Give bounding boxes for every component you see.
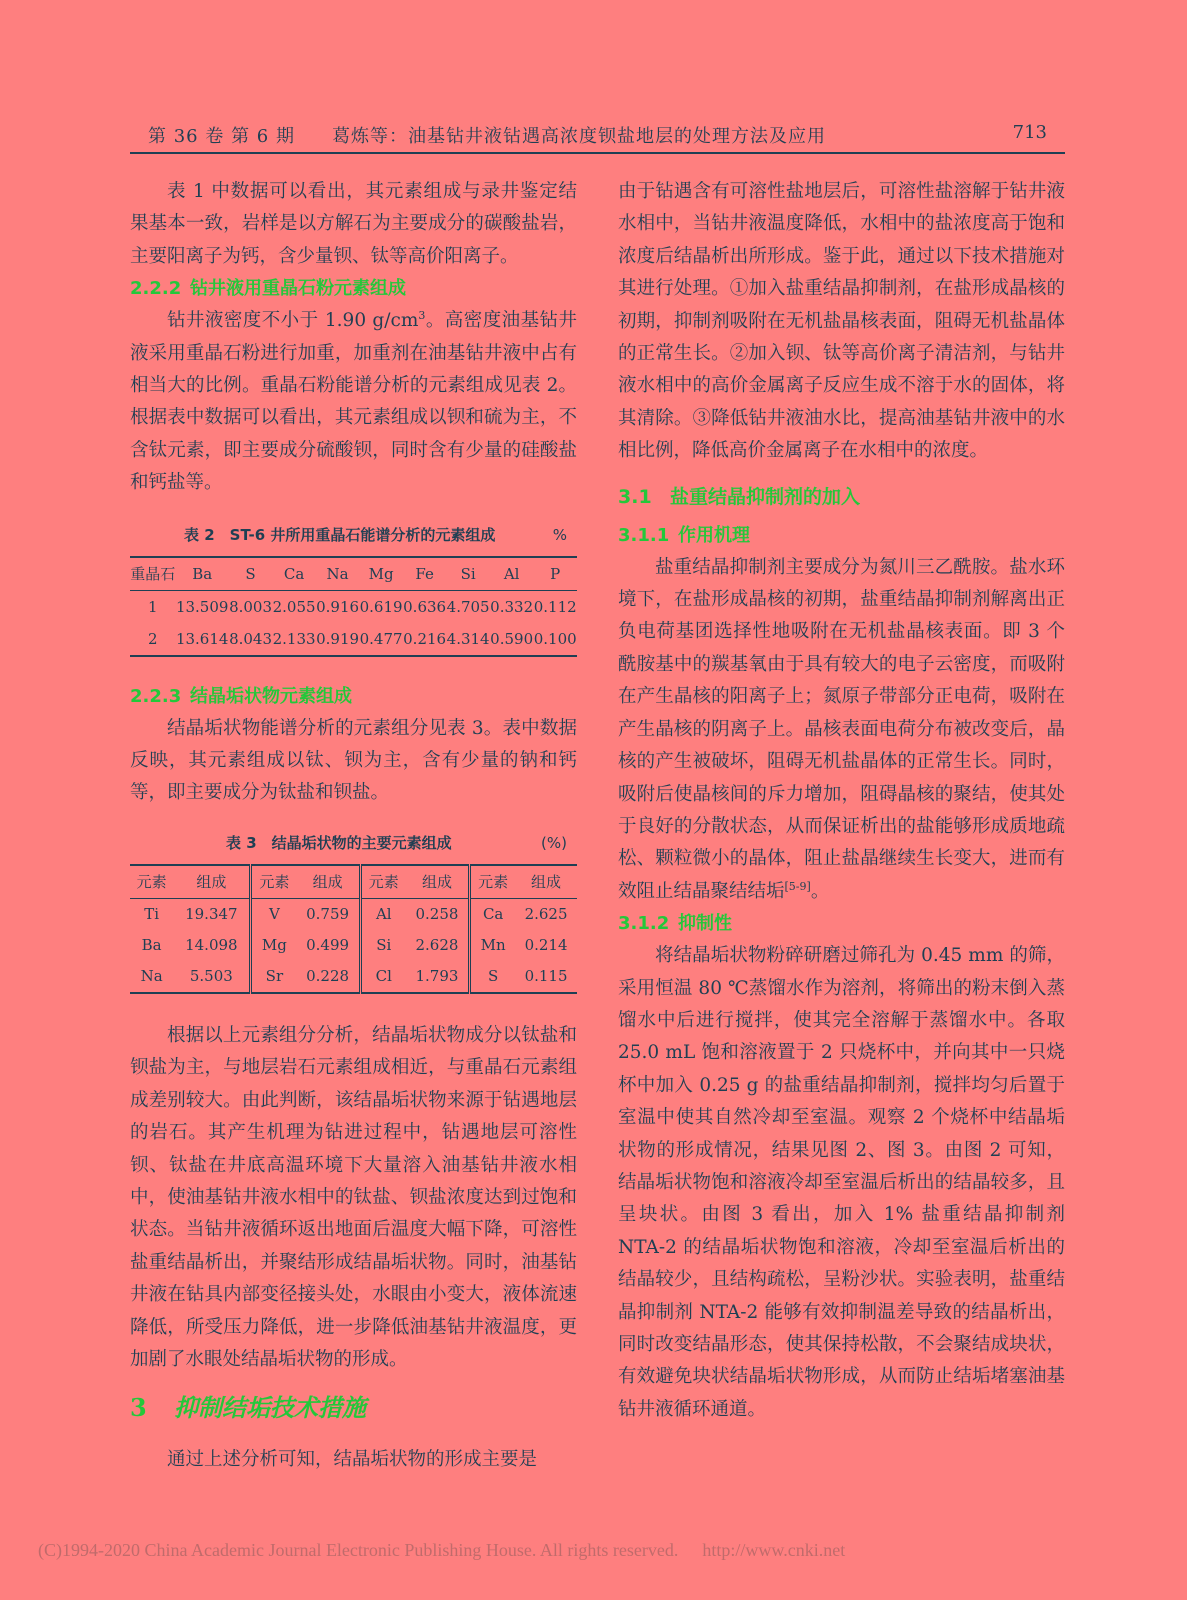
caption-unit: (%) bbox=[541, 833, 567, 852]
table-row bbox=[130, 623, 577, 656]
section-heading-3-1 bbox=[618, 480, 1065, 514]
left-column bbox=[130, 176, 577, 1477]
paragraph: 根据以上元素组分分析，结晶垢状物成分以钛盐和钡盐为主，与地层岩石元素组成相近，与重晶石元素组成差别较大。由此判断，该结晶垢状物来源于钻遇地层的岩石。其产生机理为钻进过程中，钻遇地层可溶性钡、钛盐在井底高温环境下大量溶入油基钻井液水相中，使油基钻井液水相中的钛盐、钡盐浓度达到过饱和状态。当钻井液循环返出地面后温度大幅下降，可溶性盐重结晶析出，并聚结形成结晶垢状物。同时，油基钻井液在钻具内部变径接头处，水眼由小变大，液体流速降低，所受压力降低，进一步降低油基钻井液温度，更加剧了水眼处结晶垢状物的形成。 bbox=[130, 1024, 577, 1370]
col-header: Al bbox=[490, 557, 534, 591]
table-cell: V bbox=[251, 898, 296, 930]
col-header: Ca bbox=[272, 557, 316, 591]
paragraph: 由于钻遇含有可溶性盐地层后，可溶性盐溶解于钻井液水相中，当钻井液温度降低，水相中的盐浓度高于饱和浓度后结晶析出所形成。鉴于此，通过以下技术措施对其进行处理。①加入盐重结晶抑制剂，在盐形成晶核的初期，抑制剂吸附在无机盐晶核表面，阻碍无机盐晶体的正常生长。②加入钡、钛等高价离子清洁剂，与钻井液水相中的高价金属离子反应生成不溶于水的固体，将其清除。③降低钻井液油水比，提高油基钻井液中的水相比例，降低高价金属离子在水相中的浓度。 bbox=[618, 181, 1065, 462]
col-header: 组成 bbox=[173, 865, 251, 899]
section-heading-3 bbox=[130, 1390, 577, 1426]
table-cell: 0.477 bbox=[359, 629, 403, 648]
paragraph: 表 1 中数据可以看出，其元素组成与录井鉴定结果基本一致，岩样是以方解石为主要成分的碳酸盐岩，主要阳离子为钙，含少量钡、钛等高价阳离子。 bbox=[130, 181, 577, 267]
table-row bbox=[130, 590, 577, 623]
right-column bbox=[618, 176, 1065, 1426]
table-cell: 1.793 bbox=[415, 967, 459, 986]
table-cell: 0.115 bbox=[524, 967, 568, 986]
table-cell: 0.332 bbox=[490, 597, 534, 616]
col-header: Si bbox=[446, 557, 490, 591]
table-row bbox=[130, 898, 577, 930]
section-number: 3.1 bbox=[618, 485, 652, 508]
paragraph bbox=[130, 305, 577, 499]
col-header: 组成 bbox=[515, 865, 577, 899]
text: 盐重结晶抑制剂主要成分为氮川三乙酰胺。盐水环境下，在盐形成晶核的初期，盐重结晶抑制剂解离出正负电荷基团选择性地吸附在无机盐晶核表面。即 3 个酰胺基中的羰基氧由于具有较大的电子云密度，而吸附在产生晶核的阳离子上；氮原子带部分正电荷，吸附在产生晶核的阴离子上。晶核表面电荷分布被改变后，晶核的产生被破坏，阻碍无机盐晶体的正常生长。同时，吸附后使晶核间的斥力增加，阻碍晶核的聚结，使其处于良好的分散状态，从而保证析出的盐能够形成质地疏松、颗粒微小的晶体，阻止盐晶继续生长变大，进而有效阻止结晶聚结结垢 bbox=[618, 556, 1065, 902]
col-header: Ba bbox=[176, 557, 229, 591]
table-3-caption bbox=[130, 830, 577, 856]
table-cell: 8.043 bbox=[229, 629, 273, 648]
table-row bbox=[130, 961, 577, 993]
table-cell: 8.003 bbox=[229, 597, 273, 616]
table-cell: 14.098 bbox=[185, 936, 238, 955]
table-cell: 0.919 bbox=[316, 629, 360, 648]
caption-text: 表 3 结晶垢状物的主要元素组成 bbox=[226, 833, 452, 852]
copyright-footer bbox=[38, 1540, 845, 1561]
table-cell: Si bbox=[360, 930, 405, 961]
col-header: 组成 bbox=[296, 865, 360, 899]
col-header: Na bbox=[316, 557, 360, 591]
table-cell: 0.590 bbox=[490, 629, 534, 648]
table-cell: 19.347 bbox=[185, 905, 238, 924]
table-cell: 0.759 bbox=[306, 905, 350, 924]
table-cell: 2 bbox=[148, 629, 158, 648]
col-header: 元素 bbox=[251, 865, 296, 899]
table-cell: Cl bbox=[360, 961, 405, 993]
section-title: 抑制结垢技术措施 bbox=[174, 1393, 366, 1423]
table-cell: 2.628 bbox=[415, 936, 459, 955]
paragraph: 将结晶垢状物粉碎研磨过筛孔为 0.45 mm 的筛，采用恒温 80 ℃蒸馏水作为溶剂，将筛出的粉末倒入蒸馏水中后进行搅拌，使其完全溶解于蒸馏水中。各取 25.0 mL 饱和溶液置于 2 只烧杯中，并向其中一只烧杯中加入 0.25 g 的盐重结晶抑制剂，搅拌均匀后置于室温中使其自然冷却至室温。观察 2 个烧杯中结晶垢状物的形成情况，结果见图 2、图 3。由图 2 可知，结晶垢状物饱和溶液冷却至室温后析出的结晶较多，且呈块状。由图 3 看出，加入 1% 盐重结晶抑制剂 NTA-2 的结晶垢状物饱和溶液，冷却至室温后析出的结晶较少，且结构疏松，呈粉沙状。实验表明，盐重结晶抑制剂 NTA-2 能够有效抑制温差导致的结晶析出，同时改变结晶形态，使其保持松散，不会聚结成块状，有效避免块状结晶垢状物形成，从而防止结垢堵塞油基钻井液循环通道。 bbox=[618, 945, 1065, 1420]
col-header: S bbox=[229, 557, 273, 591]
citation-ref: [5-9] bbox=[784, 879, 811, 893]
superscript: 3 bbox=[418, 309, 426, 323]
table-cell: 0.112 bbox=[533, 597, 577, 616]
table-cell: 5.503 bbox=[189, 967, 233, 986]
table-cell: 2.055 bbox=[272, 597, 316, 616]
table-cell: Ca bbox=[470, 898, 515, 930]
table-header-row bbox=[130, 865, 577, 899]
table-cell: 4.705 bbox=[446, 597, 490, 616]
section-number: 3.1.1 bbox=[618, 524, 670, 546]
section-number: 3.1.2 bbox=[618, 913, 670, 935]
subsection-heading-3-1-1 bbox=[618, 520, 1065, 552]
section-number: 3 bbox=[130, 1393, 147, 1423]
caption-text: 表 2 ST-6 井所用重晶石能谱分析的元素组成 bbox=[184, 525, 496, 544]
table-cell: 2.625 bbox=[524, 905, 568, 924]
table-cell: 0.216 bbox=[403, 629, 447, 648]
table-cell: 0.636 bbox=[403, 597, 447, 616]
paragraph bbox=[618, 552, 1065, 908]
text: 钻井液密度不小于 1.90 g/cm bbox=[167, 310, 419, 332]
table-3 bbox=[130, 864, 577, 994]
col-header: P bbox=[533, 557, 577, 591]
table-cell: 13.509 bbox=[175, 597, 229, 616]
table-cell: Ti bbox=[144, 905, 160, 924]
section-number: 2.2.3 bbox=[130, 685, 182, 707]
subsection-heading-2-2-2 bbox=[130, 273, 577, 305]
journal-issue: 第 36 卷 第 6 期 bbox=[148, 126, 295, 147]
table-2-caption bbox=[130, 522, 577, 548]
section-title: 抑制性 bbox=[678, 913, 732, 935]
table-2 bbox=[130, 556, 577, 657]
caption-unit: % bbox=[552, 525, 567, 544]
table-cell: 0.619 bbox=[359, 597, 403, 616]
table-cell: 0.100 bbox=[533, 629, 577, 648]
subsection-heading-2-2-3 bbox=[130, 681, 577, 713]
section-title: 作用机理 bbox=[678, 524, 750, 546]
table-cell: 0.916 bbox=[316, 597, 360, 616]
table-cell: 13.614 bbox=[175, 629, 229, 648]
col-header: Fe bbox=[403, 557, 447, 591]
table-cell: 1 bbox=[148, 597, 158, 616]
table-cell: 4.314 bbox=[446, 629, 490, 648]
page-number: 713 bbox=[1012, 122, 1047, 143]
table-cell: 0.499 bbox=[306, 936, 350, 955]
col-header: 元素 bbox=[360, 865, 405, 899]
paragraph: 结晶垢状物能谱分析的元素组分见表 3。表中数据反映，其元素组成以钛、钡为主，含有少量的钠和钙等，即主要成分为钛盐和钡盐。 bbox=[130, 717, 577, 804]
section-title: 结晶垢状物元素组成 bbox=[190, 685, 352, 707]
table-cell: Sr bbox=[251, 961, 296, 993]
table-cell: 0.228 bbox=[306, 967, 350, 986]
running-header bbox=[130, 118, 1065, 154]
col-header: 元素 bbox=[130, 865, 173, 899]
table-cell: 0.258 bbox=[415, 905, 459, 924]
table-cell: Al bbox=[360, 898, 405, 930]
article-running-title: 葛炼等：油基钻井液钻遇高浓度钡盐地层的处理方法及应用 bbox=[332, 126, 826, 147]
copyright-text: (C)1994-2020 China Academic Journal Electronic Publishing House. All rights reserved. bbox=[38, 1540, 679, 1560]
section-title: 钻井液用重晶石粉元素组成 bbox=[190, 278, 406, 300]
table-header-row bbox=[130, 557, 577, 591]
col-header: 重晶石 bbox=[130, 557, 176, 591]
footer-url: http://www.cnki.net bbox=[702, 1540, 846, 1560]
table-cell: Ba bbox=[141, 936, 162, 955]
section-title: 盐重结晶抑制剂的加入 bbox=[670, 485, 861, 508]
paragraph: 通过上述分析可知，结晶垢状物的形成主要是 bbox=[167, 1449, 538, 1471]
table-cell: Na bbox=[140, 967, 163, 986]
col-header: 组成 bbox=[406, 865, 470, 899]
section-number: 2.2.2 bbox=[130, 278, 182, 300]
table-cell: Mn bbox=[470, 930, 515, 961]
col-header: Mg bbox=[359, 557, 403, 591]
col-header: 元素 bbox=[470, 865, 515, 899]
table-cell: Mg bbox=[251, 930, 296, 961]
table-cell: S bbox=[470, 961, 515, 993]
table-cell: 2.133 bbox=[272, 629, 316, 648]
subsection-heading-3-1-2 bbox=[618, 908, 1065, 940]
table-row bbox=[130, 930, 577, 961]
text: 。 bbox=[810, 880, 830, 902]
text: 。高密度油基钻井液采用重晶石粉进行加重，加重剂在油基钻井液中占有相当大的比例。重晶石粉能谱分析的元素组成见表 2。根据表中数据可以看出，其元素组成以钡和硫为主，不含钛元素，即主要成分硫酸钡，同时含有少量的硅酸盐和钙盐等。 bbox=[130, 310, 577, 494]
table-cell: 0.214 bbox=[524, 936, 568, 955]
